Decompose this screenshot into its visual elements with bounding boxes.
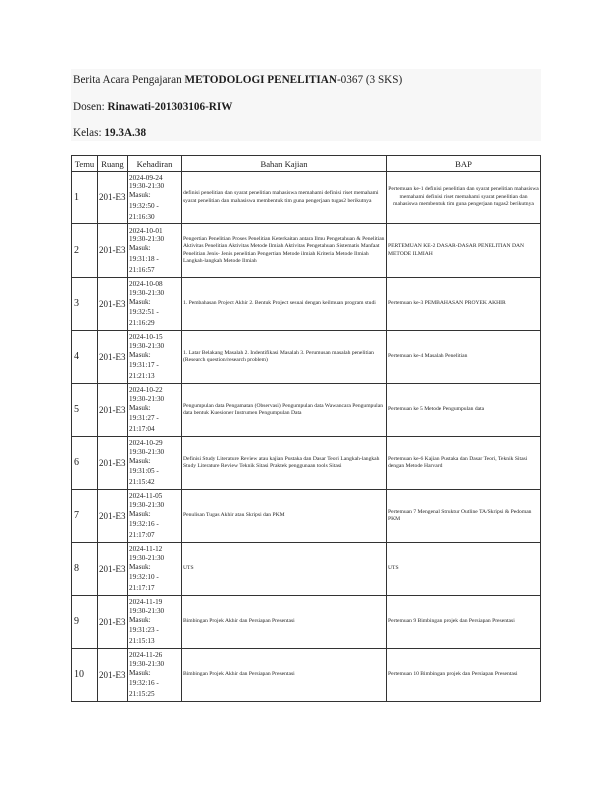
cell-kehadiran [128,596,182,649]
course-title [73,74,402,86]
column-header-ruang: Ruang [98,156,128,172]
cell-kehadiran [128,649,182,702]
attendance-masuk-end: 21:16:29 [129,319,155,328]
attendance-date: 2024-11-12 [129,545,163,554]
attendance-masuk-label: Masuk: [129,350,151,359]
attendance-date: 2024-10-01 [129,226,163,235]
attendance-time: 19:30-21:30 [129,553,165,562]
class-name: 19.3A.38 [104,127,147,139]
column-header-bap: BAP [387,156,541,172]
cell-temu: 4 [72,331,98,384]
cell-bap: UTS [387,543,541,596]
cell-temu: 3 [72,278,98,331]
cell-bap: PERTEMUAN KE-2 DASAR-DASAR PENELITIAN DAN METODE ILMIAH [387,224,541,278]
attendance-time: 19:30-21:30 [129,341,165,350]
attendance-masuk-end: 21:17:04 [129,425,155,434]
attendance-masuk-start: 19:32:16 - [129,520,159,529]
table-row [72,172,541,224]
attendance-masuk-end: 21:17:07 [129,531,155,540]
class-label: Kelas: [73,127,105,139]
column-header-temu: Temu [72,156,98,172]
attendance-time: 19:30-21:30 [129,182,165,191]
attendance-date: 2024-10-08 [129,280,163,289]
attendance-masuk-start: 19:31:05 - [129,467,159,476]
attendance-date: 2024-10-22 [129,386,163,395]
attendance-date: 2024-11-19 [129,598,163,607]
cell-temu: 2 [72,224,98,278]
attendance-time: 19:30-21:30 [129,606,165,615]
cell-ruang: 201-E3 [98,384,128,437]
column-header-bahan-kajian: Bahan Kajian [182,156,387,172]
attendance-masuk-label: Masuk: [129,668,151,677]
cell-ruang: 201-E3 [98,224,128,278]
cell-ruang: 201-E3 [98,172,128,224]
attendance-masuk-label: Masuk: [129,191,151,200]
table-row [72,224,541,278]
report-header [71,69,541,141]
attendance-masuk-label: Masuk: [129,297,151,306]
cell-kehadiran [128,172,182,224]
cell-ruang: 201-E3 [98,437,128,490]
cell-ruang: 201-E3 [98,543,128,596]
course-code: -0367 (3 SKS) [336,74,403,86]
attendance-masuk-label: Masuk: [129,403,151,412]
cell-temu: 7 [72,490,98,543]
cell-bap: Pertemuan ke-4 Masalah Penelitian [387,331,541,384]
cell-kehadiran [128,278,182,331]
attendance-masuk-start: 19:31:18 - [129,254,159,263]
cell-kehadiran [128,384,182,437]
table-row [72,437,541,490]
attendance-date: 2024-10-15 [129,333,163,342]
table-header-row [72,156,541,172]
lecturer-line [73,101,232,113]
attendance-time: 19:30-21:30 [129,288,165,297]
attendance-masuk-start: 19:31:17 - [129,361,159,370]
cell-ruang: 201-E3 [98,278,128,331]
cell-bap: Pertemuan 7 Mengenal Struktur Outline TA/Skripsi & Pedoman PKM [387,490,541,543]
table-row [72,490,541,543]
cell-ruang: 201-E3 [98,649,128,702]
cell-kehadiran [128,437,182,490]
cell-bap: Pertemuan ke-1 definisi penelitian dan syarat penelitian mahasiswa memahami definisi riset memahami syarat penelitian dan mahasiswa membentuk tim guna pengerjaan tugas2 berikutnya [387,172,541,224]
table-row [72,331,541,384]
cell-bap: Pertemuan ke-3 PEMBAHASAN PROYEK AKHIR [387,278,541,331]
attendance-masuk-end: 21:16:30 [129,212,155,221]
cell-temu: 6 [72,437,98,490]
attendance-masuk-end: 21:15:13 [129,637,155,646]
course-title-prefix: Berita Acara Pengajaran [73,74,185,86]
table-row [72,384,541,437]
cell-temu: 10 [72,649,98,702]
cell-bahan-kajian: Penulisan Tugas Akhir atau Skripsi dan PKM [182,490,387,543]
table-row [72,649,541,702]
attendance-masuk-label: Masuk: [129,456,151,465]
lecturer-label: Dosen: [73,101,108,113]
table-row [72,278,541,331]
cell-temu: 1 [72,172,98,224]
attendance-masuk-label: Masuk: [129,615,151,624]
cell-bap: Pertemuan ke 5 Metode Pengumpulan data [387,384,541,437]
cell-bahan-kajian: Bimbingan Projek Akhir dan Persiapan Presentasi [182,596,387,649]
table-body [72,172,541,702]
cell-bahan-kajian: Pengertian Penelitian Proses Penelitian Keterkaitan antara Ilmu Pengetahuan & Penelitian Aktivitas Penelitian Aktivitas Metode Ilmiah Aktivitas Pengetahuan Sistematis Manfaat Penelitian Jenis- Jenis penelitian Pengertian Metode ilmiah Kriteria Metode Ilmiah Langkah-langkah Metode Ilmiah [182,224,387,278]
column-header-kehadiran: Kehadiran [128,156,182,172]
attendance-time: 19:30-21:30 [129,394,165,403]
cell-bahan-kajian: definisi penelitian dan syarat penelitian mahasiswa memahami definisi riset memahami syarat penelitian dan mahasiswa membentuk tim guna pengerjaan tugas2 berikutnya [182,172,387,224]
cell-ruang: 201-E3 [98,331,128,384]
lecturer-name: Rinawati-201303106-RIW [107,101,233,113]
attendance-masuk-start: 19:32:10 - [129,573,159,582]
attendance-time: 19:30-21:30 [129,235,165,244]
attendance-time: 19:30-21:30 [129,659,165,668]
cell-kehadiran [128,224,182,278]
attendance-date: 2024-11-26 [129,651,163,660]
cell-bahan-kajian: 1. Latar Belakang Masalah 2. Indentifikasi Masalah 3. Perumusan masalah penelitian (Research question/research problem) [182,331,387,384]
cell-bahan-kajian: Pengumpulan data Pengamatan (Observasi) Pengumpulan data Wawancara Pengumpulan data bentuk Kuesioner Instrumen Pengumpulan Data [182,384,387,437]
attendance-time: 19:30-21:30 [129,500,165,509]
cell-bap: Pertemuan 9 Bimbingan projek dan Persiapan Presentasi [387,596,541,649]
attendance-masuk-start: 19:32:51 - [129,308,159,317]
attendance-date: 2024-11-05 [129,492,163,501]
attendance-masuk-end: 21:16:57 [129,265,155,274]
attendance-masuk-end: 21:21:13 [129,372,155,381]
attendance-masuk-start: 19:32:50 - [129,201,159,210]
cell-bap: Pertemuan ke-6 Kajian Pustaka dan Dasar Teori, Teknik Sitasi dengan Metode Harvard [387,437,541,490]
cell-ruang: 201-E3 [98,596,128,649]
course-name: METODOLOGI PENELITIAN [184,74,337,86]
cell-kehadiran [128,331,182,384]
cell-temu: 8 [72,543,98,596]
cell-bahan-kajian: UTS [182,543,387,596]
cell-bahan-kajian: Definisi Study Literature Review atau kajian Pustaka dan Dasar Teori Langkah-langkah Study Literature Review Teknik Sitasi Praktek penggunaan tools Sitasi [182,437,387,490]
cell-bahan-kajian: 1. Pembahasan Project Akhir 2. Bentuk Project sesuai dengan keilmuan program studi [182,278,387,331]
cell-ruang: 201-E3 [98,490,128,543]
class-line [73,127,146,139]
cell-temu: 5 [72,384,98,437]
attendance-time: 19:30-21:30 [129,447,165,456]
attendance-masuk-start: 19:32:16 - [129,679,159,688]
attendance-masuk-label: Masuk: [129,562,151,571]
table-row [72,543,541,596]
attendance-masuk-label: Masuk: [129,244,151,253]
cell-bap: Pertemuan 10 Bimbingan projek dan Persiapan Presentasi [387,649,541,702]
attendance-masuk-end: 21:17:17 [129,584,155,593]
attendance-masuk-start: 19:31:23 - [129,626,159,635]
attendance-masuk-end: 21:15:25 [129,690,155,699]
attendance-masuk-end: 21:15:42 [129,478,155,487]
attendance-masuk-label: Masuk: [129,509,151,518]
cell-kehadiran [128,490,182,543]
attendance-date: 2024-09-24 [129,173,163,182]
attendance-masuk-start: 19:31:27 - [129,414,159,423]
attendance-date: 2024-10-29 [129,439,163,448]
cell-temu: 9 [72,596,98,649]
table-row [72,596,541,649]
attendance-table [71,155,541,702]
cell-kehadiran [128,543,182,596]
cell-bahan-kajian: Bimbingan Projek Akhir dan Persiapan Presentasi [182,649,387,702]
